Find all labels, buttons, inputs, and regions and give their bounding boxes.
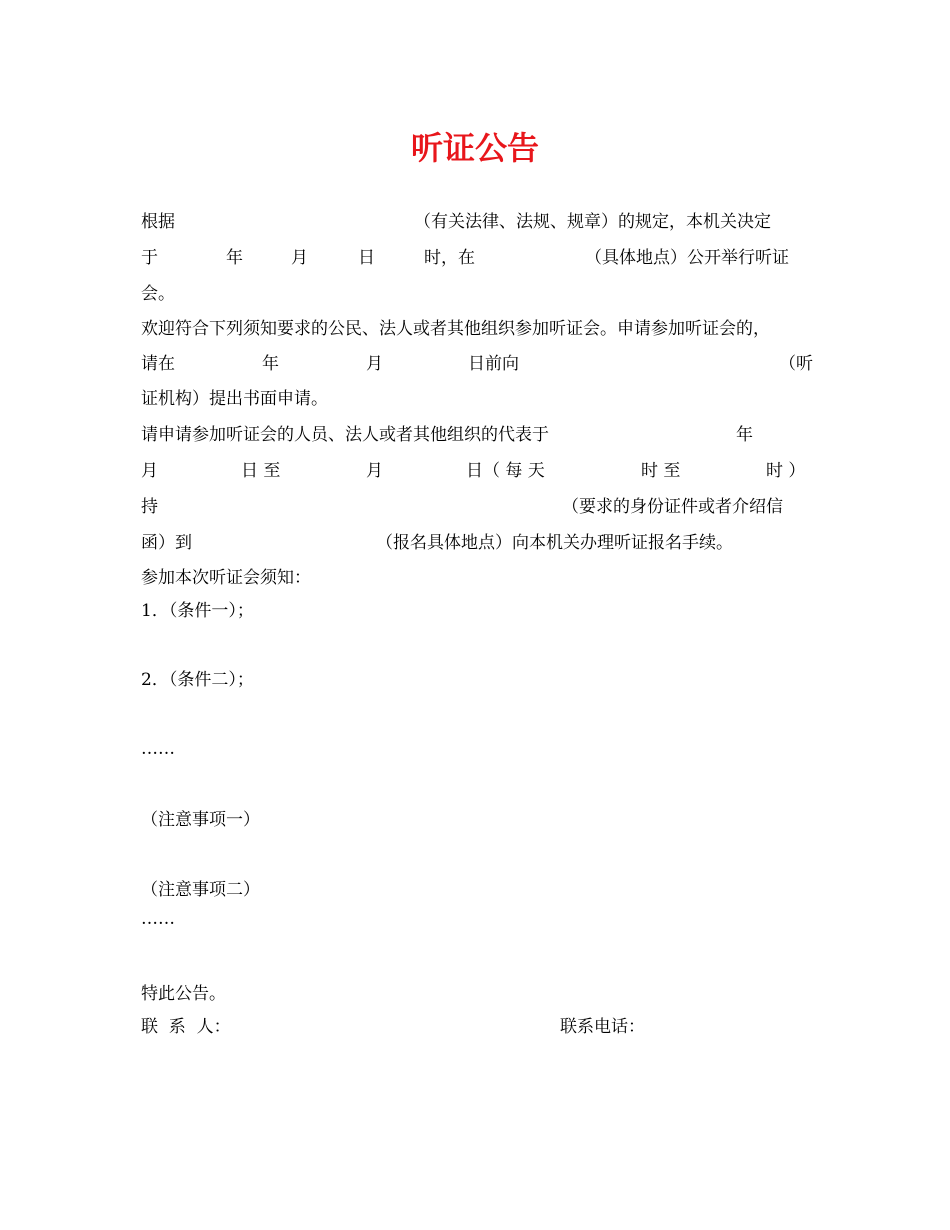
note-1: （注意事项一） bbox=[141, 810, 260, 830]
hold-word: 持 bbox=[141, 497, 158, 517]
place-note: （具体地点）公开举行听证 bbox=[585, 248, 789, 268]
org-note-end: 证机构）提出书面申请。 bbox=[141, 389, 328, 409]
register-day-to: 日 至 bbox=[241, 461, 281, 481]
yu-word: 于 bbox=[141, 248, 158, 268]
id-note: （要求的身份证件或者介绍信 bbox=[562, 497, 783, 517]
basis-lead: 根据 bbox=[141, 212, 175, 232]
condition-2: 2．（条件二）； bbox=[141, 670, 254, 690]
year-label: 年 bbox=[226, 248, 243, 268]
document-title: 听证公告 bbox=[410, 129, 539, 167]
register-line1: 请申请参加听证会的人员、法人或者其他组织的代表于 bbox=[141, 425, 549, 445]
para1-tail: 会。 bbox=[141, 284, 175, 304]
register-day-paren: 日（ 每 天 bbox=[466, 461, 545, 481]
contact-person-label: 联 系 人： bbox=[141, 1017, 231, 1037]
apply-year-label: 年 bbox=[262, 354, 279, 374]
letter-to: 函）到 bbox=[141, 533, 192, 553]
register-month2-label: 月 bbox=[366, 461, 383, 481]
condition-1: 1．（条件一）； bbox=[141, 601, 254, 621]
register-hour-close: 时 ） bbox=[766, 461, 806, 481]
apply-day-before: 日前向 bbox=[468, 354, 519, 374]
register-hour-to: 时 至 bbox=[641, 461, 681, 481]
register-year-label: 年 bbox=[736, 425, 753, 445]
note-2: （注意事项二） bbox=[141, 880, 260, 900]
hour-at-label: 时，在 bbox=[424, 248, 475, 268]
ellipsis-2: …… bbox=[141, 909, 175, 929]
law-note: （有关法律、法规、规章）的规定，本机关决定 bbox=[414, 212, 771, 232]
welcome-text: 欢迎符合下列须知要求的公民、法人或者其他组织参加听证会。申请参加听证会的， bbox=[141, 319, 770, 339]
ellipsis-1: …… bbox=[141, 739, 175, 759]
announce-text: 特此公告。 bbox=[141, 984, 226, 1004]
contact-phone-label: 联系电话： bbox=[560, 1017, 645, 1037]
qing-zai: 请在 bbox=[141, 354, 175, 374]
org-note-start: （听 bbox=[779, 354, 813, 374]
reg-note: （报名具体地点）向本机关办理听证报名手续。 bbox=[376, 533, 733, 553]
apply-month-label: 月 bbox=[366, 354, 383, 374]
register-month-label: 月 bbox=[141, 461, 158, 481]
month-label: 月 bbox=[291, 248, 308, 268]
day-label: 日 bbox=[358, 248, 375, 268]
notice-heading: 参加本次听证会须知： bbox=[141, 568, 311, 588]
